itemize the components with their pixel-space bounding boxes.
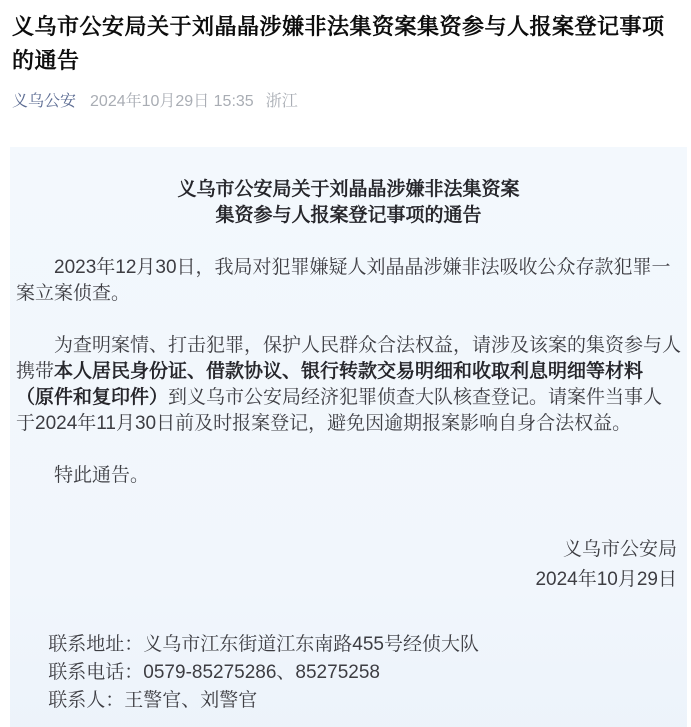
paragraph-2-text-post: 到义乌市公安局经济犯罪侦查大队核查登记。请案件当事人于2024年11月30日前及时报案登记，避免因逾期报案影响自身合法权益。 (16, 387, 663, 434)
signature-date: 2024年10月29日 (535, 569, 677, 590)
notice-paragraph-2 (16, 333, 681, 437)
paragraph-2-bold-materials: 本人居民身份证、借款协议、银行转款交易明细和收取利息明细等材料（原件和复印件） (16, 361, 644, 408)
notice-paragraph-1: 2023年12月30日，我局对犯罪嫌疑人刘晶晶涉嫌非法吸收公众存款犯罪一案立案侦查。 (16, 257, 671, 304)
contact-info-block (16, 631, 681, 715)
signature-authority: 义乌市公安局 (562, 539, 677, 560)
notice-paragraph-3: 特此通告。 (54, 465, 150, 486)
notice-title-line1: 义乌市公安局关于刘晶晶涉嫌非法集资案 (177, 179, 520, 200)
contact-person: 联系人：王警官、刘警官 (48, 690, 258, 711)
article-title: 义乌市公安局关于刘晶晶涉嫌非法集资案集资参与人报案登记事项的通告 (12, 14, 665, 73)
notice-title-line2: 集资参与人报案登记事项的通告 (215, 205, 482, 226)
article-meta (12, 91, 679, 113)
publish-datetime: 2024年10月29日 15:35 (90, 93, 254, 110)
publish-location: 浙江 (265, 93, 298, 110)
contact-address: 联系地址：义乌市江东街道江东南路455号经侦大队 (48, 634, 479, 655)
account-name-link[interactable]: 义乌公安 (12, 93, 77, 110)
notice-title (16, 177, 681, 229)
notice-content-box (10, 147, 687, 727)
signature-block (16, 535, 681, 595)
contact-phone: 联系电话：0579-85275286、85275258 (48, 662, 380, 683)
paragraph-2-text-pre: 为查明案情、打击犯罪，保护人民群众合法权益，请涉及该案的集资参与人携带 (16, 335, 682, 382)
